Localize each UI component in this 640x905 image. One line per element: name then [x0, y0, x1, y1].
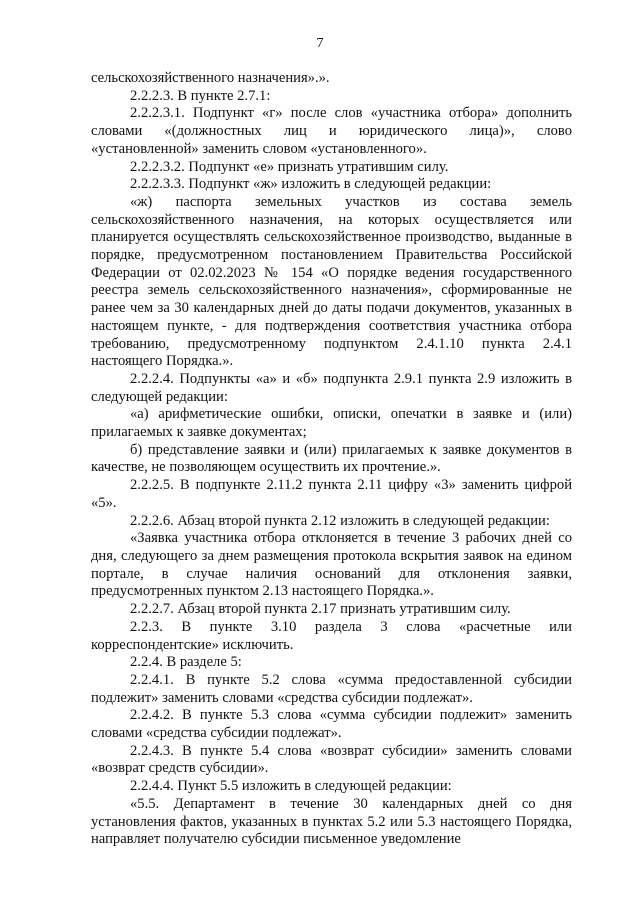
paragraph-2-2-2-3-3: 2.2.2.3.3. Подпункт «ж» изложить в следующей редакции:: [130, 176, 492, 193]
paragraph-2-2-2-3-1: 2.2.2.3.1. Подпункт «г» после слов «участника отбора» дополнить словами «(должностных лиц и юридического лица)», слово «установленной» заменить словом «установленного».: [91, 105, 572, 157]
paragraph-continuation: сельскохозяйственного назначения».».: [91, 70, 330, 86]
paragraph-subitem-b: б) представление заявки и (или) прилагаемых к заявке документов в качестве, не позволяющем осуществить их прочтение.».: [91, 441, 572, 476]
paragraph-2-2-3: 2.2.3. В пункте 3.10 раздела 3 слова «расчетные или корреспондентские» исключить.: [91, 618, 572, 653]
paragraph-2-2-2-3: 2.2.2.3. В пункте 2.7.1:: [130, 87, 271, 104]
paragraph-subitem-zh: «ж) паспорта земельных участков из состава земель сельскохозяйственного назначения, на которых осуществляется или планируется осуществлять сельскохозяйственное производство, выданные в порядке, предусмотренном постановлением Правительства Российской Федерации от 02.02.2023 № 154 «О порядке ведения государственного реестра земель сельскохозяйственного назначения», сформированные не ранее чем за 30 календарных дней до даты подачи документов, указанных в настоящем пункте, - для подтверждения соответствия участника отбора требованию, предусмотренному подпунктом 2.4.1.10 пункта 2.4.1 настоящего Порядка.».: [91, 193, 572, 370]
paragraph-2-2-4-4: 2.2.4.4. Пункт 5.5 изложить в следующей редакции:: [130, 778, 452, 795]
paragraph-2-2-2-3-2: 2.2.2.3.2. Подпункт «е» признать утратившим силу.: [130, 158, 449, 175]
paragraph-2-2-2-6: 2.2.2.6. Абзац второй пункта 2.12 изложить в следующей редакции:: [130, 512, 550, 529]
document-body: [91, 70, 572, 849]
page-number: 7: [316, 36, 324, 51]
paragraph-quote-5-5: «5.5. Департамент в течение 30 календарных дней со дня установления фактов, указанных в пунктах 5.2 или 5.3 настоящего Порядка, направляет получателю субсидии письменное уведомление: [91, 795, 572, 848]
paragraph-2-2-4-1: 2.2.4.1. В пункте 5.2 слова «сумма предоставленной субсидии подлежит» заменить словами «средства субсидии подлежат».: [91, 671, 572, 706]
paragraph-quote-rejection: «Заявка участника отбора отклоняется в течение 3 рабочих дней со дня, следующего за днем размещения протокола вскрытия заявок на едином портале, в случае наличия оснований для отклонения заявки, предусмотренных пунктом 2.13 настоящего Порядка.».: [91, 530, 572, 600]
paragraph-2-2-2-7: 2.2.2.7. Абзац второй пункта 2.17 признать утратившим силу.: [130, 601, 511, 618]
paragraph-2-2-2-4: 2.2.2.4. Подпункты «а» и «б» подпункта 2.9.1 пункта 2.9 изложить в следующей редакции:: [91, 370, 572, 405]
paragraph-2-2-4-2: 2.2.4.2. В пункте 5.3 слова «сумма субсидии подлежит» заменить словами «средства субсидии подлежат».: [91, 707, 572, 742]
paragraph-2-2-2-5: 2.2.2.5. В подпункте 2.11.2 пункта 2.11 цифру «3» заменить цифрой «5».: [91, 477, 572, 511]
paragraph-2-2-4: 2.2.4. В разделе 5:: [130, 654, 242, 671]
paragraph-subitem-a: «а) арифметические ошибки, описки, опечатки в заявке и (или) прилагаемых к заявке документах;: [91, 406, 572, 441]
paragraph-2-2-4-3: 2.2.4.3. В пункте 5.4 слова «возврат субсидии» заменить словами «возврат средств субсидии».: [91, 742, 572, 777]
